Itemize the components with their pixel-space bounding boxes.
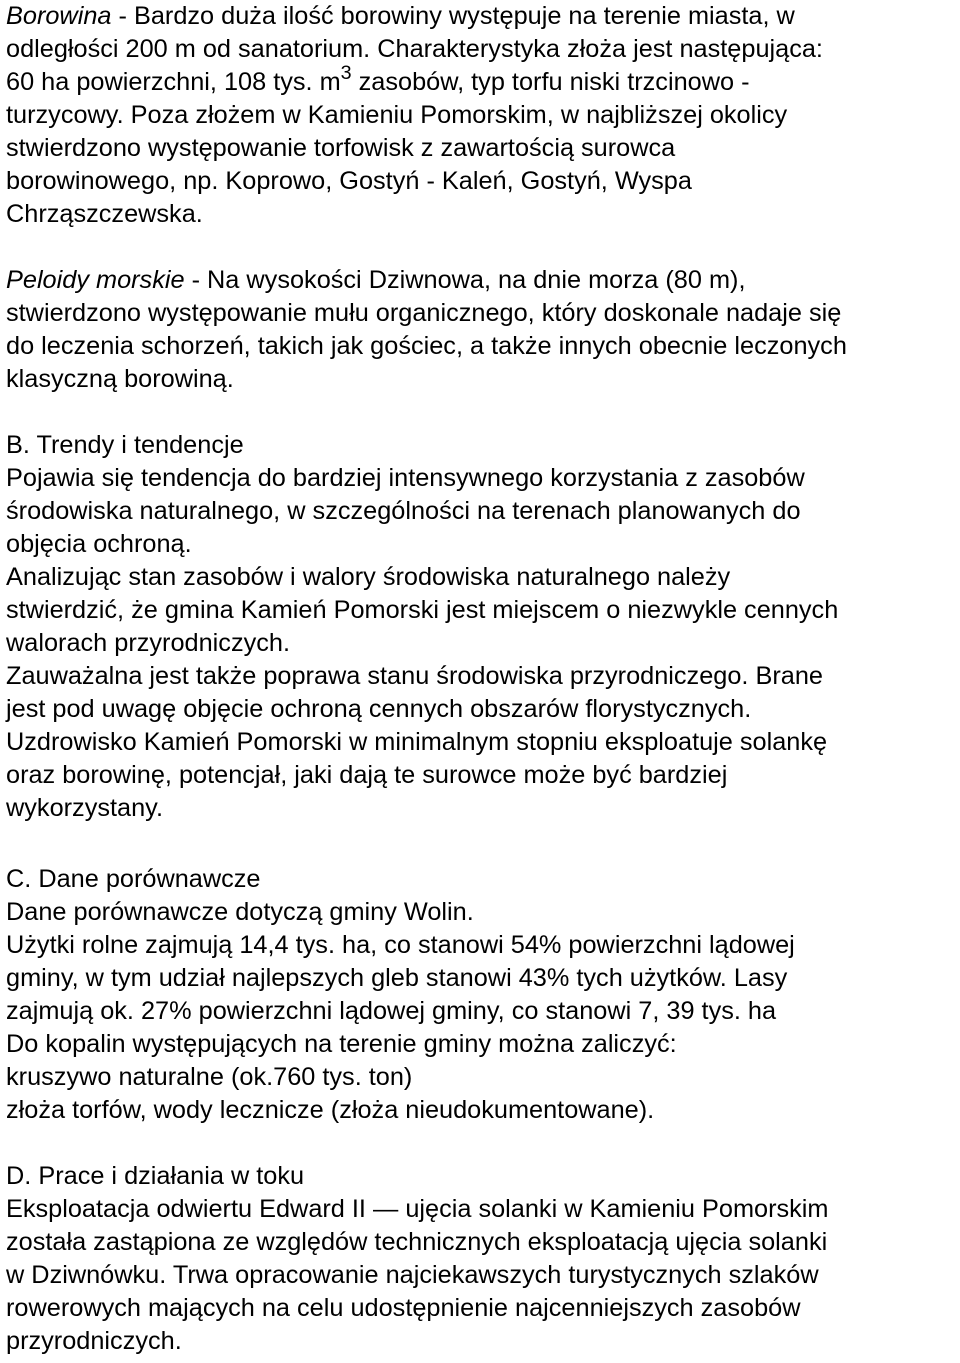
text-line: przyrodniczych. <box>6 1327 182 1355</box>
text-line: oraz borowinę, potencjał, jaki dają te surowce może być bardziej <box>6 761 728 789</box>
section-heading: B. Trendy i tendencje <box>6 431 244 459</box>
text-line: w Dziwnówku. Trwa opracowanie najciekawszych turystycznych szlaków <box>6 1261 819 1289</box>
section-heading: C. Dane porównawcze <box>6 865 261 893</box>
text-line: złoża torfów, wody lecznicze (złoża nieudokumentowane). <box>6 1096 655 1124</box>
text-line: jest pod uwagę objęcie ochroną cennych obszarów florystycznych. <box>6 695 752 723</box>
text-line: została zastąpiona ze względów technicznych eksploatacją ujęcia solanki <box>6 1228 828 1256</box>
section-heading: D. Prace i działania w toku <box>6 1162 305 1190</box>
text-line: zajmują ok. 27% powierzchni lądowej gminy, co stanowi 7, 39 tys. ha <box>6 997 777 1025</box>
text-line: środowiska naturalnego, w szczególności na terenach planowanych do <box>6 497 801 525</box>
text-line: wykorzystany. <box>6 794 163 822</box>
text-line: Dane porównawcze dotyczą gminy Wolin. <box>6 898 474 926</box>
text-line: Chrząszczewska. <box>6 200 203 228</box>
text-line: objęcia ochroną. <box>6 530 192 558</box>
text-line: stwierdzono występowanie torfowisk z zawartością surowca <box>6 134 676 162</box>
text-line: kruszywo naturalne (ok.760 tys. ton) <box>6 1063 413 1091</box>
text-line: Uzdrowisko Kamień Pomorski w minimalnym stopniu eksploatuje solankę <box>6 728 828 756</box>
text-line: Analizując stan zasobów i walory środowiska naturalnego należy <box>6 563 731 591</box>
text-line: walorach przyrodniczych. <box>6 629 290 657</box>
term-peloidy: Peloidy morskie <box>6 266 185 294</box>
text-line: gminy, w tym udział najlepszych gleb stanowi 43% tych użytków. Lasy <box>6 964 788 992</box>
superscript-exponent: 3 <box>340 62 352 85</box>
text-line: turzycowy. Poza złożem w Kamieniu Pomorskim, w najbliższej okolicy <box>6 101 788 129</box>
text-line: Do kopalin występujących na terenie gminy można zaliczyć: <box>6 1030 677 1058</box>
term-borowina: Borowina <box>6 2 112 30</box>
text-line: Użytki rolne zajmują 14,4 tys. ha, co stanowi 54% powierzchni lądowej <box>6 931 795 959</box>
text-line: Borowina - Bardzo duża ilość borowiny występuje na terenie miasta, w <box>6 2 795 30</box>
text-line: klasyczną borowiną. <box>6 365 234 393</box>
text-line: odległości 200 m od sanatorium. Charakterystyka złoża jest następująca: <box>6 35 823 63</box>
text-line: stwierdzić, że gmina Kamień Pomorski jest miejscem o niezwykle cennych <box>6 596 839 624</box>
text-line: borowinowego, np. Koprowo, Gostyń - Kaleń, Gostyń, Wyspa <box>6 167 692 195</box>
text-line: rowerowych mających na celu udostępnienie najcenniejszych zasobów <box>6 1294 801 1322</box>
text-line: Eksploatacja odwiertu Edward II — ujęcia solanki w Kamieniu Pomorskim <box>6 1195 829 1223</box>
text-line: do leczenia schorzeń, takich jak gościec, a także innych obecnie leczonych <box>6 332 847 360</box>
text-line: 60 ha powierzchni, 108 tys. $m^3$ zasobów, typ torfu niski trzcinowo - <box>6 62 750 96</box>
text-line: Pojawia się tendencja do bardziej intensywnego korzystania z zasobów <box>6 464 805 492</box>
text-line: stwierdzono występowanie mułu organicznego, który doskonale nadaje się <box>6 299 842 327</box>
text-line: Peloidy morskie - Na wysokości Dziwnowa, na dnie morza (80 m), <box>6 266 746 294</box>
text-line: Zauważalna jest także poprawa stanu środowiska przyrodniczego. Brane <box>6 662 823 690</box>
